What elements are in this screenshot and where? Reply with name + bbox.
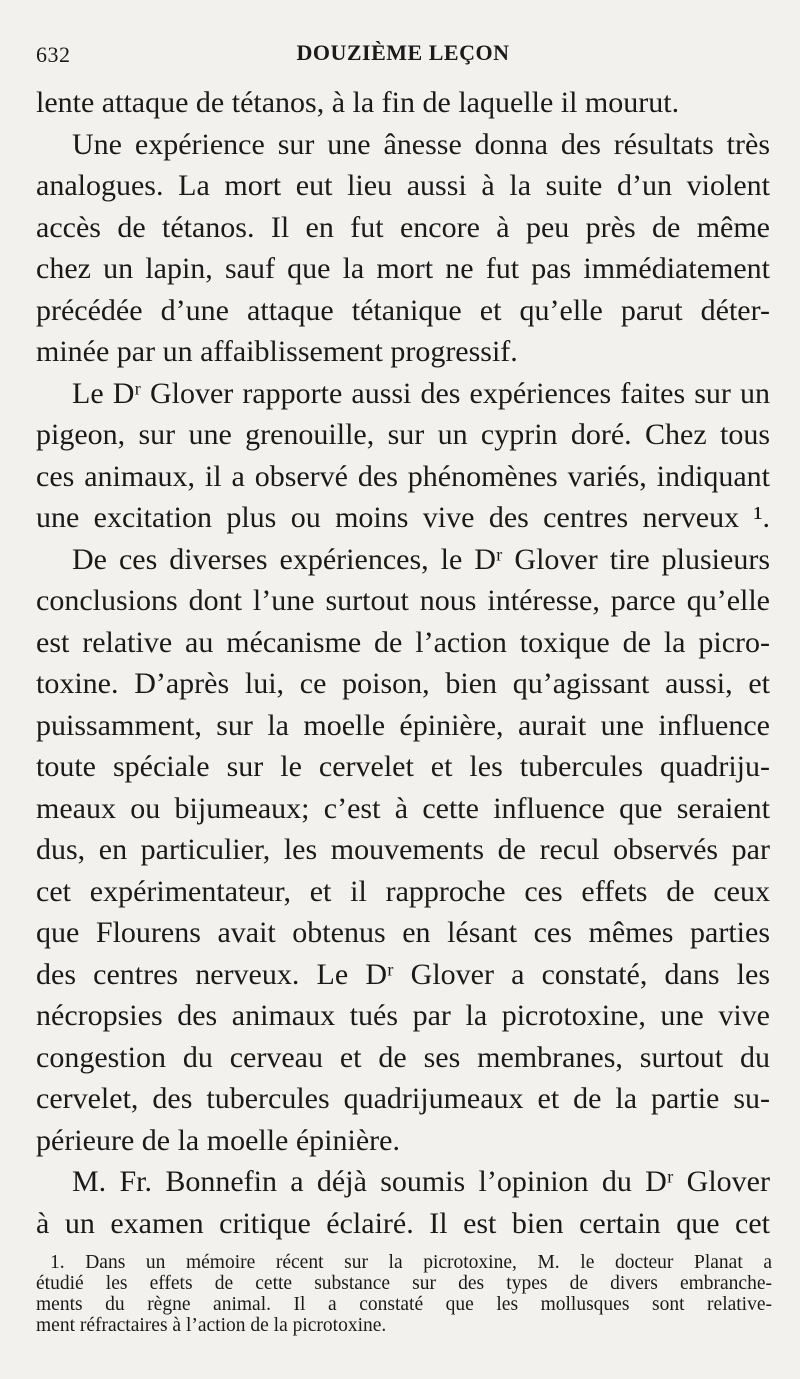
running-title: DOUZIÈME LEÇON: [296, 40, 510, 65]
text-line: cet expérimentateur, et il rapproche ces effets de ceux: [36, 874, 770, 908]
text-line: M. Fr. Bonnefin a déjà soumis l’opinion du Dʳ Glover: [72, 1165, 770, 1198]
footnote-line: ment réfractaires à l’action de la picrotoxine.: [36, 1315, 387, 1336]
text-line: chez un lapin, sauf que la mort ne fut pas immédiatement: [36, 252, 770, 285]
text-line: meaux ou bijumeaux; c’est à cette influence que seraient: [36, 791, 770, 825]
text-line: que Flourens avait obtenus en lésant ces mêmes parties: [36, 916, 770, 949]
text-line: périeure de la moelle épinière.: [36, 1123, 400, 1157]
text-line: congestion du cerveau et de ses membranes, surtout du: [36, 1040, 770, 1074]
text-line: cervelet, des tubercules quadrijumeaux et de la partie su-: [36, 1082, 770, 1115]
text-line: pigeon, sur une grenouille, sur un cyprin doré. Chez tous: [36, 418, 770, 451]
body-text: [36, 82, 770, 1244]
text-line: accès de tétanos. Il en fut encore à peu près de même: [36, 210, 770, 244]
text-line: Le Dʳ Glover rapporte aussi des expériences faites sur un: [72, 376, 770, 410]
text-line: dus, en particulier, les mouvements de recul observés par: [36, 833, 770, 866]
text-line: est relative au mécanisme de l’action toxique de la picro-: [36, 625, 770, 659]
text-line: Une expérience sur une ânesse donna des résultats très: [72, 127, 770, 161]
text-line: toxine. D’après lui, ce poison, bien qu’agissant aussi, et: [36, 667, 770, 700]
text-line: précédée d’une attaque tétanique et qu’elle parut déter-: [36, 293, 770, 327]
footnotes: [36, 1252, 772, 1336]
page-number: 632: [36, 42, 71, 67]
text-line: nécropsies des animaux tués par la picrotoxine, une vive: [36, 999, 770, 1032]
text-line: lente attaque de tétanos, à la fin de laquelle il mourut.: [36, 86, 680, 119]
page-header: [36, 36, 770, 76]
text-line: De ces diverses expériences, le Dʳ Glover tire plusieurs: [72, 542, 770, 576]
text-line: à un examen critique éclairé. Il est bien certain que cet: [36, 1206, 770, 1240]
text-line: puissamment, sur la moelle épinière, aurait une influence: [36, 708, 770, 742]
text-line: des centres nerveux. Le Dʳ Glover a constaté, dans les: [36, 957, 770, 991]
footnote-line: ments du règne animal. Il a constaté que les mollusques sont relative-: [36, 1294, 772, 1315]
text-line: ces animaux, il a observé des phénomènes variés, indiquant: [36, 459, 770, 493]
text-line: conclusions dont l’une surtout nous intéresse, parce qu’elle: [36, 584, 770, 617]
text-line: minée par un affaiblissement progressif.: [36, 335, 518, 368]
footnote-line: 1. Dans un mémoire récent sur la picrotoxine, M. le docteur Planat a: [50, 1252, 772, 1273]
text-line: une excitation plus ou moins vive des centres nerveux ¹.: [36, 501, 770, 534]
text-line: toute spéciale sur le cervelet et les tubercules quadriju-: [36, 750, 770, 783]
footnote-line: étudié les effets de cette substance sur des types de divers embranche-: [36, 1273, 772, 1294]
text-line: analogues. La mort eut lieu aussi à la suite d’un violent: [36, 169, 770, 202]
